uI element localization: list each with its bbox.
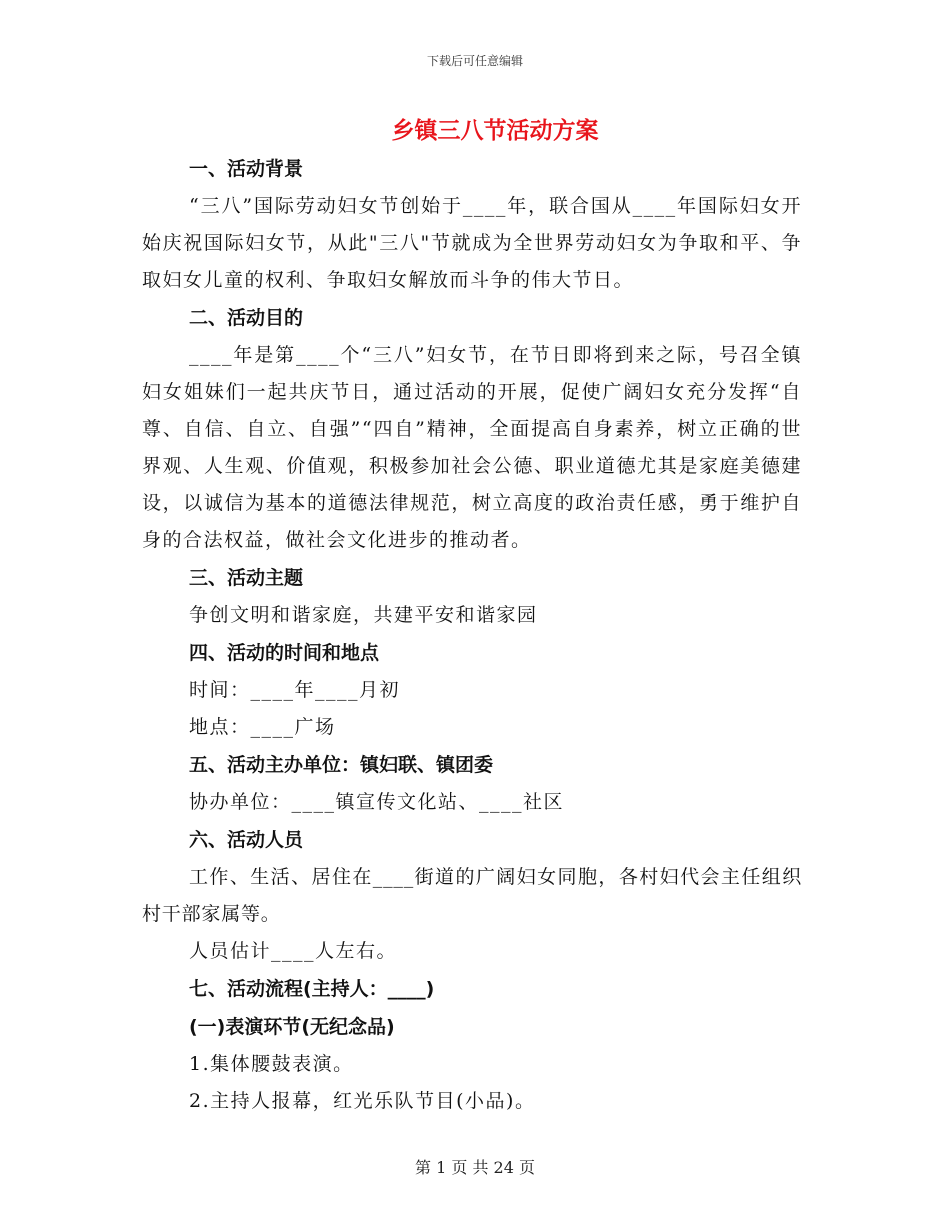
paragraph-estimate: 人员估计____人左右。 (189, 940, 398, 962)
paragraph-theme: 争创文明和谐家庭，共建平安和谐家园 (189, 604, 538, 626)
paragraph-purpose: ____年是第____个“三八”妇女节，在节日即将到来之际，号召全镇妇女姐妹们一起共庆节日，通过活动的开展，促使广阔妇女充分发挥“自尊、自信、自立、自强”“四自”精神，全面提高自身素养，树立正确的世界观、人生观、价值观，积极参加社会公德、职业道德尤其是家庭美德建设，以诚信为基本的道德法律规范，树立高度的政治责任感，勇于维护自身的合法权益，做社会文化进步的推动者。 (142, 344, 802, 551)
page-header-note: 下载后可任意编辑 (426, 54, 523, 68)
section-heading-process: 七、活动流程(主持人：____) (189, 978, 435, 1000)
paragraph-place: 地点：____广场 (189, 716, 336, 738)
paragraph-participants: 工作、生活、居住在____街道的广阔妇女同胞，各村妇代会主任组织村干部家属等。 (142, 866, 802, 925)
paragraph-time: 时间：____年____月初 (189, 679, 401, 701)
list-item-2: 2.主持人报幕，红光乐队节目(小品)。 (189, 1090, 536, 1112)
section-heading-purpose: 二、活动目的 (189, 307, 304, 329)
section-heading-theme: 三、活动主题 (189, 567, 304, 589)
subsection-heading-performance: (一)表演环节(无纪念品) (189, 1016, 395, 1038)
section-heading-organizer: 五、活动主办单位：镇妇联、镇团委 (189, 754, 494, 776)
list-item-1: 1.集体腰鼓表演。 (189, 1053, 354, 1075)
document-body (142, 150, 802, 1120)
section-heading-time-place: 四、活动的时间和地点 (189, 642, 380, 664)
document-title: 乡镇三八节活动方案 (391, 118, 599, 144)
paragraph-co-organizer: 协办单位：____镇宣传文化站、____社区 (189, 791, 565, 813)
page-number-footer: 第 1 页 共 24 页 (415, 1158, 535, 1177)
section-heading-participants: 六、活动人员 (189, 829, 304, 851)
paragraph-background: “三八”国际劳动妇女节创始于____年，联合国从____年国际妇女开始庆祝国际妇女节，从此"三八"节就成为全世界劳动妇女为争取和平、争取妇女儿童的权利、争取妇女解放而斗争的伟大节日。 (142, 195, 802, 291)
section-heading-background: 一、活动背景 (189, 158, 304, 180)
